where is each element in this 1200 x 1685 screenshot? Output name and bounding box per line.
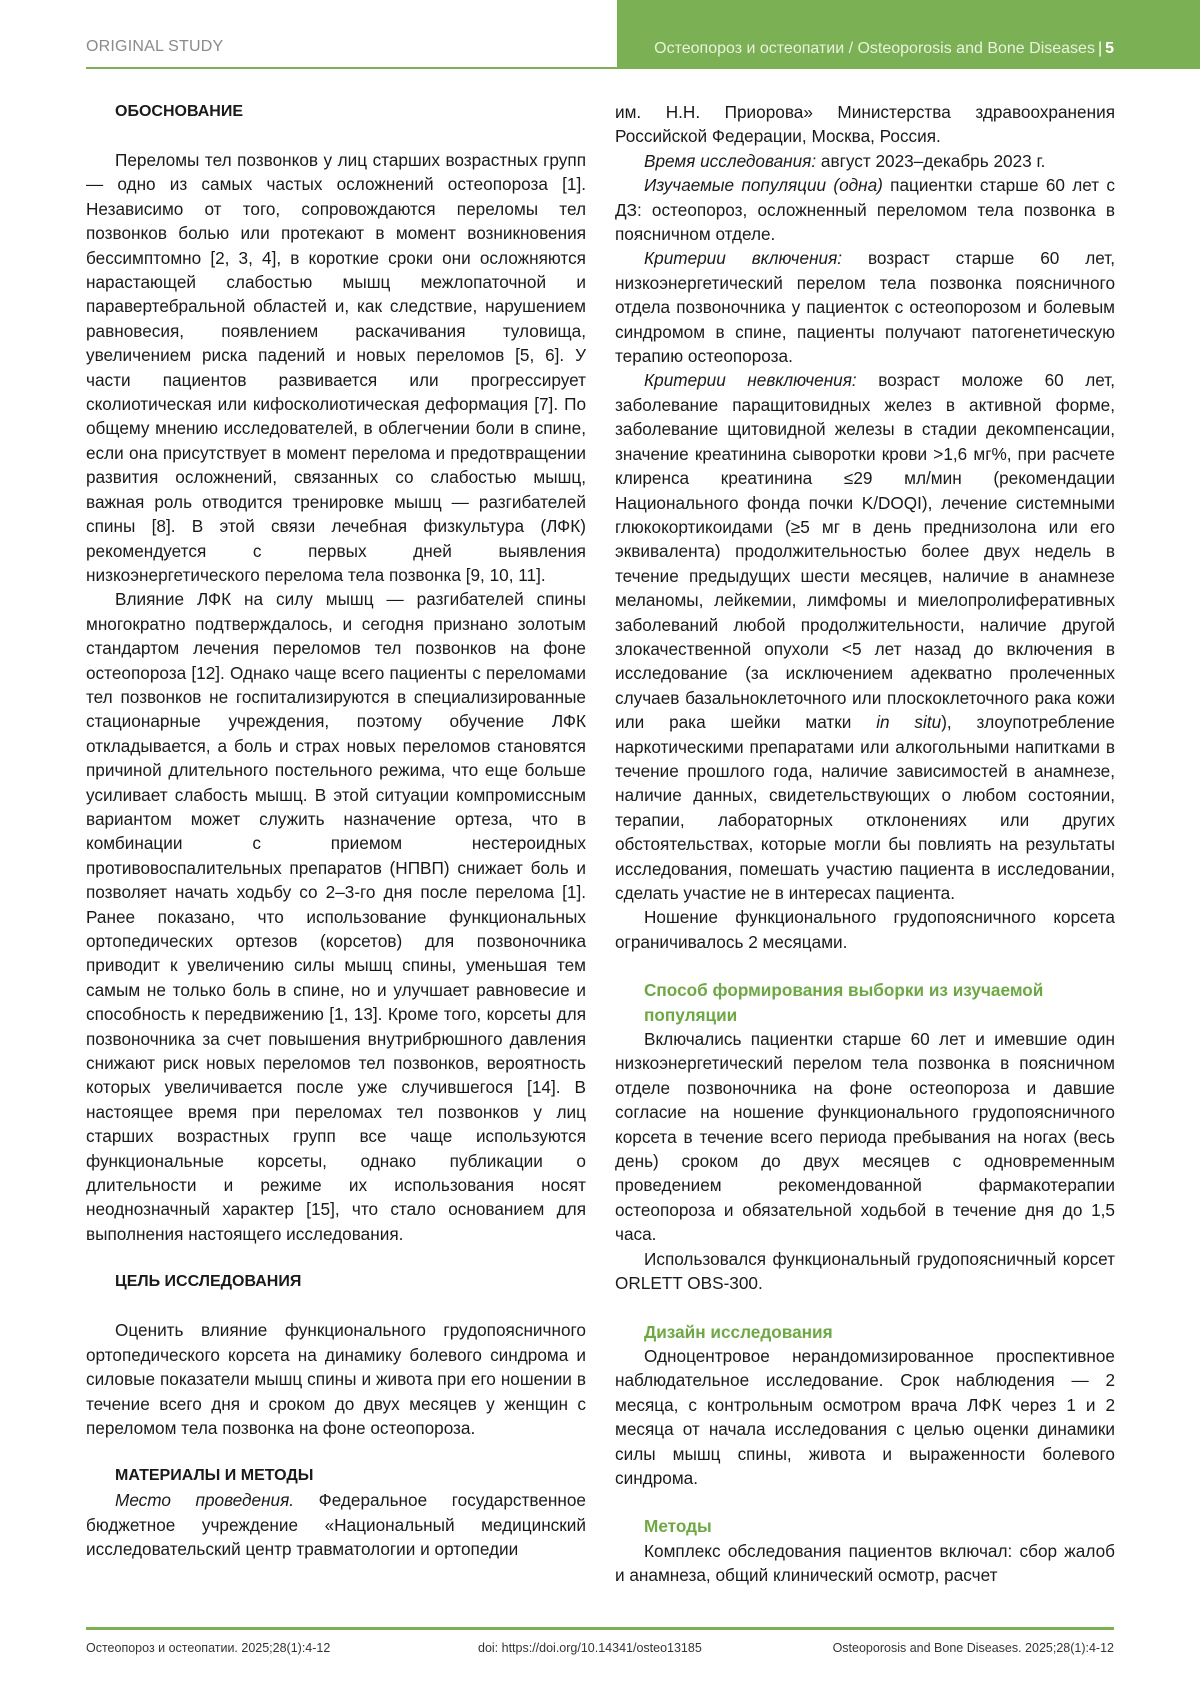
paragraph-aim: Оценить влияние функционального грудопоясничного ортопедического корсета на динамику болевого синдрома и силовые показатели мышц спины и живота при его ношении в течение всего дня и сроком до двух месяцев у женщин с переломом тела позвонка на фоне остеопороза.	[86, 1320, 586, 1438]
footer-citation-ru: Остеопороз и остеопатии. 2025;28(1):4-12	[86, 1641, 331, 1655]
population-text: пациентки старше 60 лет с ДЗ: остеопороз, осложненный переломом тела позвонка в поясничном отделе.	[615, 175, 1115, 245]
location-text: Федеральное государственное бюджетное учреждение «Национальный медицинский исследовательский центр травматологии и ортопедии	[86, 1490, 586, 1560]
page-number: 5	[1105, 40, 1114, 57]
header-separator: |	[1097, 40, 1103, 57]
location-label: Место проведения.	[115, 1490, 295, 1511]
left-column	[86, 100, 586, 1600]
heading-rationale: ОБОСНОВАНИЕ	[115, 103, 243, 120]
paragraph-wear: Ношение функционального грудопоясничного корсета ограничивалось 2 месяцами.	[615, 907, 1115, 952]
population-label: Изучаемые популяции (одна)	[644, 175, 883, 196]
heading-materials-methods: МАТЕРИАЛЫ И МЕТОДЫ	[115, 1467, 314, 1485]
footer-citation-en: Osteoporosis and Bone Diseases. 2025;28(1):4-12	[832, 1641, 1114, 1655]
paragraph-rationale-2: Влияние ЛФК на силу мышц — разгибателей спины многократно подтверждалось, и сегодня признано золотым стандартом лечения переломов тел позвонков на фоне остеопороза [12]. Однако чаще всего пациенты с переломами тел позвонков не госпитализируются в специализированные стационарные учреждения, поэтому обучение ЛФК откладывается, а боль и страх новых переломов становятся причиной длительного постельного режима, что еще больше усиливает слабость мышц. В этой ситуации компромиссным вариантом может служить назначение ортеза, что в комбинации с приемом нестероидных противовоспалительных препаратов (НПВП) снижает боль и позволяет начать ходьбу со 2–3-го дня после перелома [1]. Ранее показано, что использование функциональных ортопедических ортезов (корсетов) для позвоночника приводит к увеличению силы мышц спины, уменьшая тем самым не только боль в спине, но и улучшает равновесие и способность к передвижению [1, 13]. Кроме того, корсеты для позвоночника за счет повышения внутрибрюшного давления снижают риск новых переломов тел позвонков, вероятность которых увеличивается после уже случившегося [14]. В настоящее время при переломах тел позвонков у лиц старших возрастных групп все чаще используются функциональные корсеты, однако публикации о длительности и режиме их использования носят неоднозначный характер [15], что стало основанием для выполнения настоящего исследования.	[86, 589, 586, 1244]
right-column	[615, 100, 1115, 1600]
exclusion-text-a: возраст моложе 60 лет, заболевание паращитовидных желез в активной форме, заболевание щитовидной железы в стадии декомпенсации, значение креатинина сыворотки крови >1,6 мг%, при расчете клиренса креатинина ≤29 мл/мин (рекомендации Национального фонда почки K/DOQI), лечение системными глюкокортикоидами (≥5 мг в день преднизолона или его эквивалента) продолжительностью более двух недель в течение предыдущих шести месяцев, наличие в анамнезе меланомы, лейкемии, лимфомы и миелопролиферативных заболеваний любой продолжительности, наличие другой злокачественной опухоли <5 лет назад до включения в исследование (за исключением адекватно пролеченных случаев базальноклеточного или плоскоклеточного рака кожи или рака шейки матки	[615, 370, 1115, 733]
journal-header	[654, 40, 1114, 58]
subheading-design: Дизайн исследования	[644, 1321, 833, 1342]
subheading-methods: Методы	[644, 1516, 712, 1537]
inclusion-label: Критерии включения:	[644, 248, 843, 269]
paragraph-sampling: Включались пациентки старше 60 лет и имевшие один низкоэнергетический перелом тела позвонка в поясничном отделе позвоночника на фоне остеопороза и давшие согласие на ношение функционального грудопоясничного корсета в течение всего периода пребывания на ногах (весь день) сроком до двух месяцев с одновременным проведением рекомендованной фармакотерапии остеопороза и обязательной ходьбой в течение дня до 1,5 часа.	[615, 1029, 1115, 1245]
paragraph-rationale-1: Переломы тел позвонков у лиц старших возрастных групп — одно из самых частых осложнений остеопороза [1]. Независимо от того, сопровождаются переломы тел позвонков болью или протекают в момент возникновения бессимптомно [2, 3, 4], в короткие сроки они осложняются нарастающей слабостью мышц межлопаточной и паравертебральной областей и, как следствие, нарушением равновесия, появлением раскачивания туловища, увеличением риска падений и новых переломов [5, 6]. У части пациентов развивается или прогрессирует сколиотическая или кифосколиотическая деформация [7]. По общему мнению исследователей, в облегчении боли в спине, если она присутствует в момент перелома и предотвращении развития осложнений, связанных со слабостью мышц, важная роль отводится тренировке мышц — разгибателей спины [8]. В этой связи лечебная физкультура (ЛФК) рекомендуется с первых дней выявления низкоэнергетического перелома тела позвонка [9, 10, 11].	[86, 150, 586, 585]
paragraph-methods: Комплекс обследования пациентов включал: сбор жалоб и анамнеза, общий клинический осмотр, расчет	[615, 1540, 1115, 1586]
header-rule	[86, 67, 1200, 69]
exclusion-in-situ: in situ	[876, 712, 942, 733]
paragraph-location-cont: им. Н.Н. Приорова» Министерства здравоохранения Российской Федерации, Москва, Россия.	[615, 102, 1115, 147]
section-label: ORIGINAL STUDY	[86, 38, 224, 55]
inclusion-text: возраст старше 60 лет, низкоэнергетический перелом тела позвонка поясничного отдела позвоночника у пациенток с остеопорозом и болевым синдромом в спине, пациенты получают патогенетическую терапию остеопороза.	[615, 248, 1116, 367]
paragraph-location	[86, 1488, 586, 1561]
heading-aim: ЦЕЛЬ ИССЛЕДОВАНИЯ	[115, 1273, 302, 1291]
paragraph-corset: Использовался функциональный грудопоясничный корсет ORLETT OBS-300.	[615, 1248, 1115, 1294]
exclusion-label: Критерии невключения:	[644, 370, 857, 391]
journal-title: Остеопороз и остеопатии / Osteoporosis and Bone Diseases	[654, 40, 1095, 57]
paragraph-time	[615, 149, 1115, 173]
footer-rule	[86, 1627, 1114, 1630]
time-text: август 2023–декабрь 2023 г.	[816, 150, 1046, 171]
paragraph-exclusion	[615, 368, 1115, 905]
paragraph-population	[615, 173, 1115, 246]
footer-doi: doi: https://doi.org/10.14341/osteo13185	[478, 1641, 702, 1655]
time-label: Время исследования:	[644, 150, 817, 171]
exclusion-text-b: ), злоупотребление наркотическими препаратами или алкогольными напитками в течение прошлого года, наличие зависимостей в анамнезе, наличие данных, свидетельствующих о любом состоянии, терапии, лабораторных отклонениях или других обстоятельствах, которые могли бы повлиять на результаты исследования, помешать участию пациента в исследовании, сделать участие не в интересах пациента.	[615, 712, 1115, 903]
paragraph-design: Одноцентровое нерандомизированное проспективное наблюдательное исследование. Срок наблюдения — 2 месяца, с контрольным осмотром врача ЛФК через 1 и 2 месяца от начала исследования с целью оценки динамики силы мышц спины, живота и выраженности болевого синдрома.	[615, 1345, 1115, 1488]
subheading-sampling: Способ формирования выборки из изучаемой популяции	[644, 980, 1044, 1025]
paragraph-inclusion	[615, 246, 1115, 368]
